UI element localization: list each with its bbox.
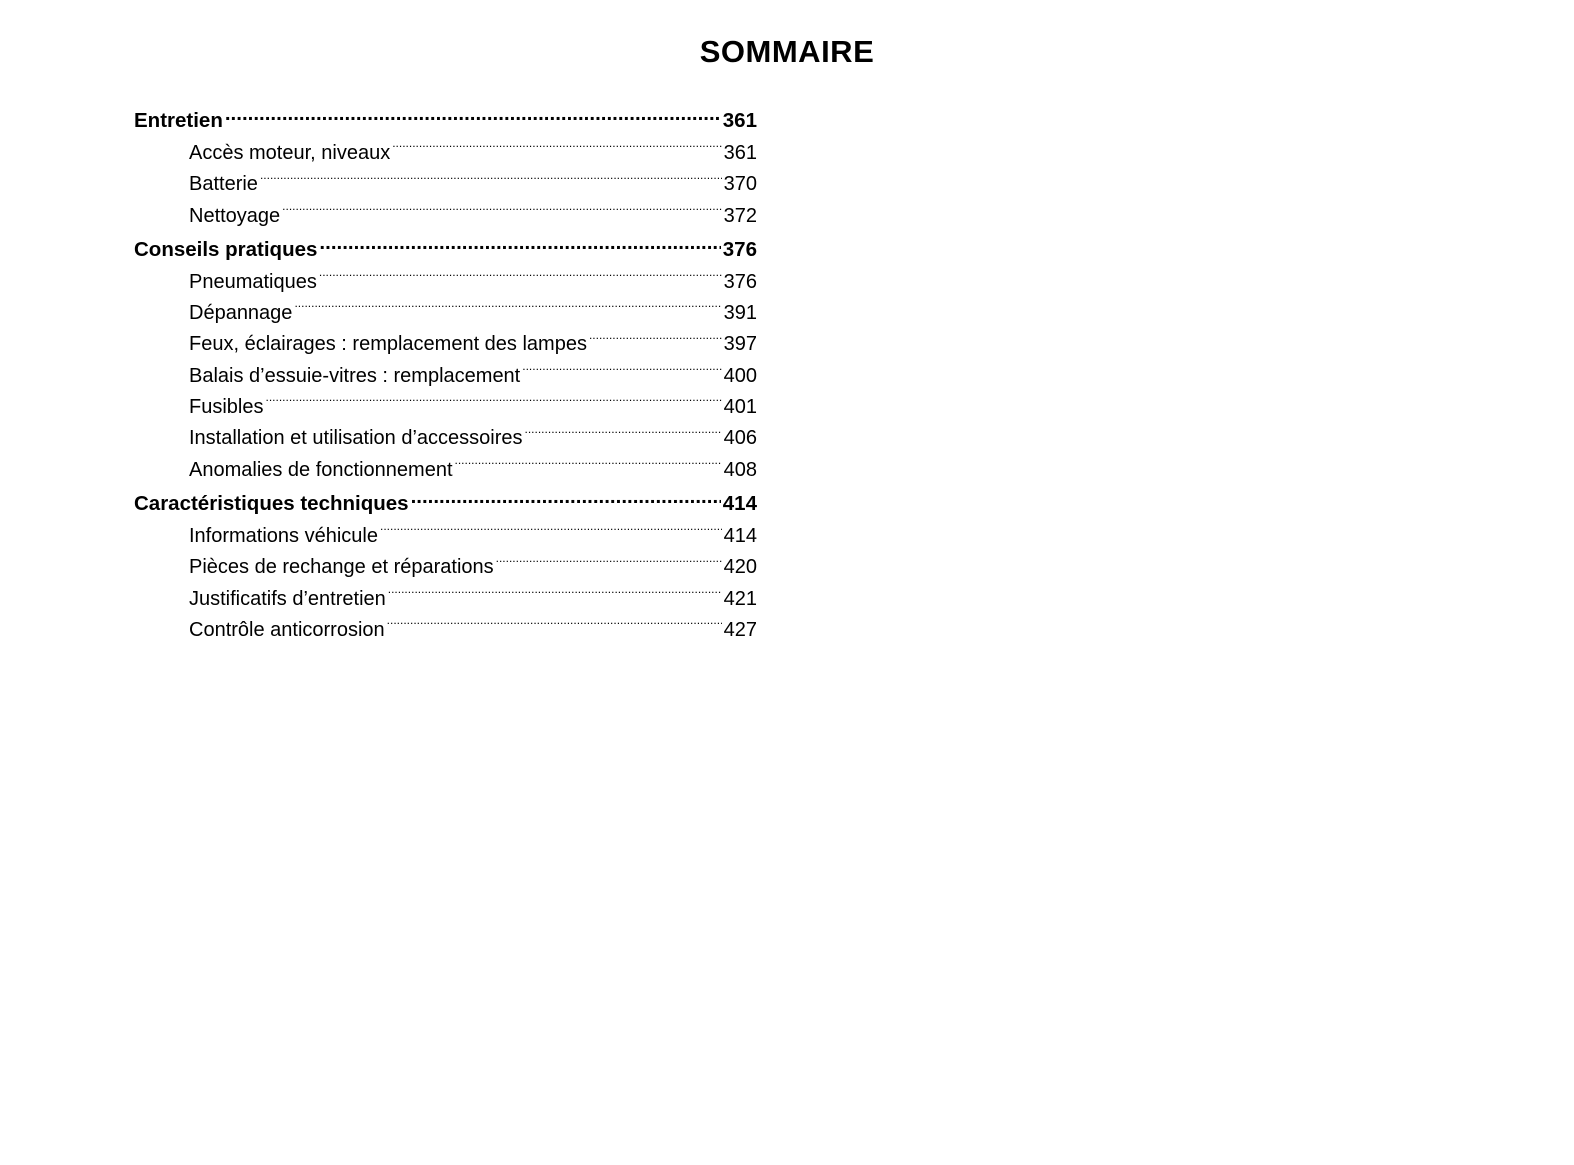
toc-section-label: Entretien xyxy=(134,109,223,132)
toc-item-label: Dépannage xyxy=(189,302,293,325)
toc-page-number: 361 xyxy=(722,109,757,132)
toc-item-label: Justificatifs d’entretien xyxy=(189,587,386,610)
toc-item-accessoires[interactable] xyxy=(134,423,757,454)
toc-leader-dots xyxy=(392,139,721,159)
toc-leader-dots xyxy=(411,489,721,510)
toc-item-label: Installation et utilisation d’accessoires xyxy=(189,427,523,450)
toc-item-fusibles[interactable] xyxy=(134,392,757,423)
toc-page-number: 414 xyxy=(722,491,757,515)
table-of-contents xyxy=(134,104,757,646)
toc-item-label: Informations véhicule xyxy=(189,524,378,547)
toc-leader-dots xyxy=(265,393,721,413)
toc-page-number: 427 xyxy=(723,618,757,641)
toc-item-label: Feux, éclairages : remplacement des lampes xyxy=(189,333,587,356)
toc-page-number: 401 xyxy=(723,396,757,419)
toc-item-pieces-rechange[interactable] xyxy=(134,552,757,583)
toc-item-balais-essuie-vitres[interactable] xyxy=(134,361,757,392)
toc-page-number: 391 xyxy=(723,302,757,325)
toc-item-label: Contrôle anticorrosion xyxy=(189,618,385,641)
toc-page-number: 421 xyxy=(723,587,757,610)
toc-page-number: 361 xyxy=(723,142,757,164)
toc-leader-dots xyxy=(496,553,722,573)
toc-leader-dots xyxy=(282,202,721,222)
toc-item-feux-eclairages[interactable] xyxy=(134,329,757,360)
toc-leader-dots xyxy=(294,299,721,319)
toc-leader-dots xyxy=(260,170,722,190)
toc-leader-dots xyxy=(525,424,722,444)
toc-item-label: Nettoyage xyxy=(189,204,281,227)
toc-leader-dots xyxy=(388,585,722,605)
toc-page-number: 406 xyxy=(723,427,757,450)
toc-page-number: 376 xyxy=(722,237,757,261)
toc-page-number: 420 xyxy=(723,556,757,579)
toc-item-label: Pièces de rechange et réparations xyxy=(189,556,494,579)
toc-item-informations-vehicule[interactable] xyxy=(134,521,757,552)
toc-section-entretien[interactable] xyxy=(134,104,757,138)
toc-page-number: 376 xyxy=(723,270,757,293)
toc-item-label: Balais d’essuie-vitres : remplacement xyxy=(189,364,521,387)
toc-page-number: 400 xyxy=(723,364,757,387)
toc-item-label: Accès moteur, niveaux xyxy=(189,142,391,164)
toc-item-pneumatiques[interactable] xyxy=(134,267,757,298)
toc-page-number: 414 xyxy=(723,524,757,547)
toc-leader-dots xyxy=(589,330,722,350)
toc-page-number: 370 xyxy=(723,173,757,196)
toc-leader-dots xyxy=(387,616,722,636)
toc-leader-dots xyxy=(380,522,722,542)
toc-item-nettoyage[interactable] xyxy=(134,201,757,232)
toc-leader-dots xyxy=(455,456,722,476)
toc-item-label: Fusibles xyxy=(189,396,264,419)
toc-leader-dots xyxy=(522,362,721,382)
toc-item-controle-anticorrosion[interactable] xyxy=(134,615,757,646)
toc-leader-dots xyxy=(225,107,721,128)
toc-page-number: 408 xyxy=(723,458,757,481)
toc-section-conseils-pratiques[interactable] xyxy=(134,232,757,267)
toc-page-number: 397 xyxy=(723,333,757,356)
toc-section-label: Caractéristiques techniques xyxy=(134,491,409,515)
toc-page-number: 372 xyxy=(723,204,757,227)
toc-section-label: Conseils pratiques xyxy=(134,237,318,261)
toc-item-anomalies[interactable] xyxy=(134,455,757,486)
toc-item-label: Batterie xyxy=(189,173,258,196)
toc-item-acces-moteur[interactable] xyxy=(134,138,757,169)
toc-item-label: Pneumatiques xyxy=(189,270,317,293)
toc-item-batterie[interactable] xyxy=(134,169,757,200)
toc-item-justificatifs-entretien[interactable] xyxy=(134,584,757,615)
toc-leader-dots xyxy=(319,235,720,256)
toc-item-depannage[interactable] xyxy=(134,298,757,329)
page-title: SOMMAIRE xyxy=(699,34,875,69)
toc-leader-dots xyxy=(319,268,722,288)
toc-item-label: Anomalies de fonctionnement xyxy=(189,458,453,481)
toc-section-caracteristiques[interactable] xyxy=(134,486,757,521)
